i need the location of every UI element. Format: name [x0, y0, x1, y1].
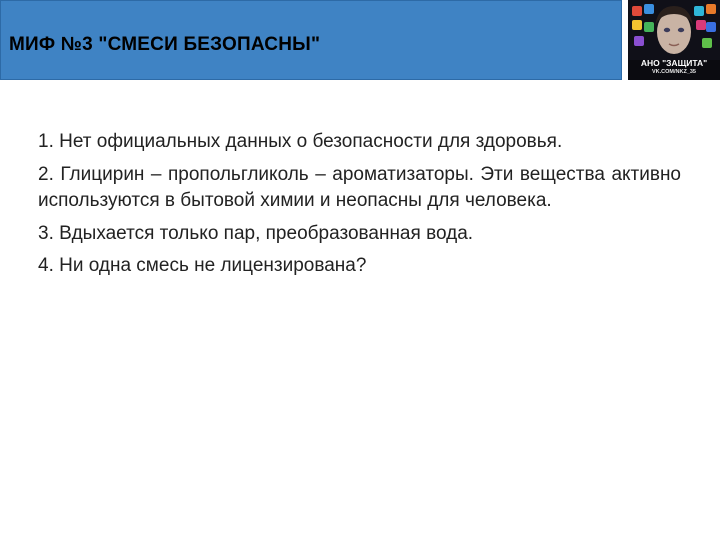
slide-content: [38, 129, 681, 286]
slide-title: МИФ №3 "СМЕСИ БЕЗОПАСНЫ": [9, 34, 321, 55]
myth-point-2: 2. Глицирин – пропольгликоль – ароматизаторы. Эти вещества активно используются в бытовой химии и неопасны для человека.: [38, 163, 681, 211]
slide-title-bar: [0, 0, 622, 80]
myth-point-3: 3. Вдыхается только пар, преобразованная вода.: [38, 222, 474, 244]
child-face-icon: [628, 0, 720, 60]
logo-url: VK.COM/NKZ_35: [651, 69, 696, 75]
myth-point-4: 4. Ни одна смесь не лицензирована?: [38, 255, 367, 276]
organization-logo: [628, 0, 720, 80]
logo-organization-name: АНО "ЗАЩИТА": [640, 58, 708, 68]
myth-point-1: 1. Нет официальных данных о безопасности для здоровья.: [38, 131, 563, 152]
